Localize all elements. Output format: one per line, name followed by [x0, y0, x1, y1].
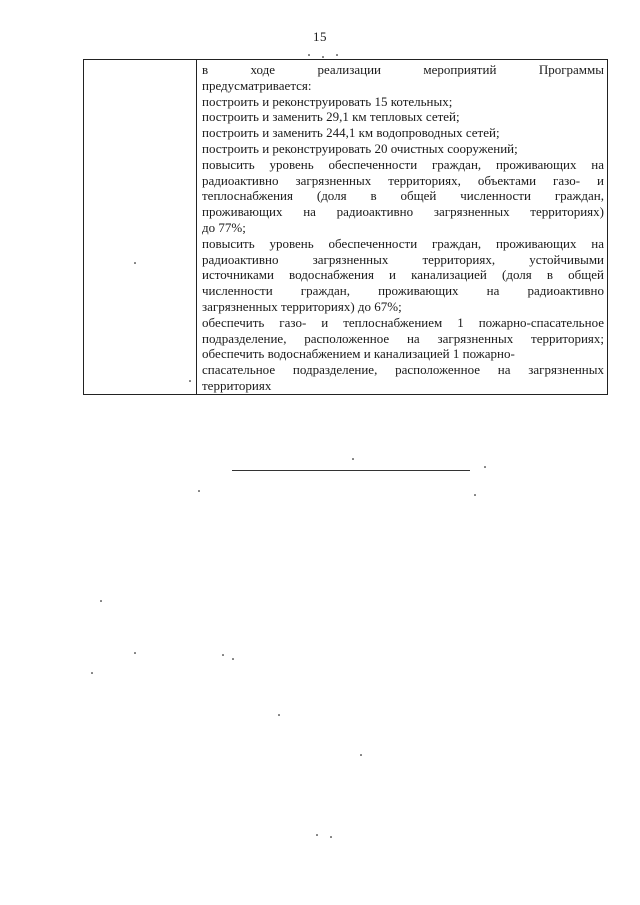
- table-cell-text: [197, 60, 607, 394]
- text-line: обеспечить газо- и теплоснабжением 1 пожарно-спасательное: [202, 314, 604, 330]
- end-separator-line: [232, 470, 470, 471]
- scan-speck: [352, 458, 354, 460]
- scan-speck: [134, 262, 136, 264]
- text-line: повысить уровень обеспеченности граждан, проживающих на: [202, 235, 604, 251]
- scan-speck: [91, 672, 93, 674]
- text-line: в ходе реализации мероприятий Программы: [202, 62, 604, 77]
- text-line: построить и реконструировать 15 котельных;: [202, 93, 453, 109]
- text-line: построить и заменить 29,1 км тепловых сетей;: [202, 109, 460, 125]
- text-line: численности граждан, проживающих на радиоактивно: [202, 283, 604, 299]
- scan-speck: [222, 654, 224, 656]
- text-line: подразделение, расположенное на загрязненных территориях;: [202, 330, 604, 346]
- text-line: загрязненных территориях) до 67%;: [202, 298, 402, 314]
- table-cell-right: [197, 60, 608, 395]
- scan-speck: [308, 54, 310, 56]
- text-line: радиоактивно загрязненных территориях, устойчивыми: [202, 251, 604, 267]
- text-line: построить и реконструировать 20 очистных сооружений;: [202, 140, 518, 156]
- scan-speck: [484, 466, 486, 468]
- table-row: [84, 60, 608, 395]
- program-table: [83, 59, 608, 395]
- table-cell-left: [84, 60, 197, 395]
- scan-speck: [189, 380, 191, 382]
- scan-speck: [316, 834, 318, 836]
- scan-speck: [232, 658, 234, 660]
- text-line: проживающих на радиоактивно загрязненных территориях): [202, 204, 604, 220]
- text-line: построить и заменить 244,1 км водопроводных сетей;: [202, 125, 500, 141]
- scan-speck: [474, 494, 476, 496]
- scan-speck: [198, 490, 200, 492]
- text-line: территориях: [202, 377, 272, 393]
- text-line: повысить уровень обеспеченности граждан, проживающих на: [202, 156, 604, 172]
- page-number: 15: [313, 29, 327, 44]
- scan-speck: [322, 56, 324, 58]
- text-line: до 77%;: [202, 219, 246, 235]
- scan-speck: [100, 600, 102, 602]
- scan-speck: [278, 714, 280, 716]
- text-line: источниками водоснабжения и канализацией (доля в общей: [202, 267, 604, 283]
- scan-speck: [360, 754, 362, 756]
- text-line: спасательное подразделение, расположенное на загрязненных: [202, 362, 604, 378]
- scan-speck: [330, 836, 332, 838]
- text-line: предусматривается:: [202, 77, 312, 93]
- text-line: теплоснабжения (доля в общей численности граждан,: [202, 188, 604, 204]
- scan-speck: [134, 652, 136, 654]
- scan-speck: [336, 54, 338, 56]
- text-line: радиоактивно загрязненных территориях, объектами газо- и: [202, 172, 604, 188]
- text-line: обеспечить водоснабжением и канализацией 1 пожарно-: [202, 346, 515, 362]
